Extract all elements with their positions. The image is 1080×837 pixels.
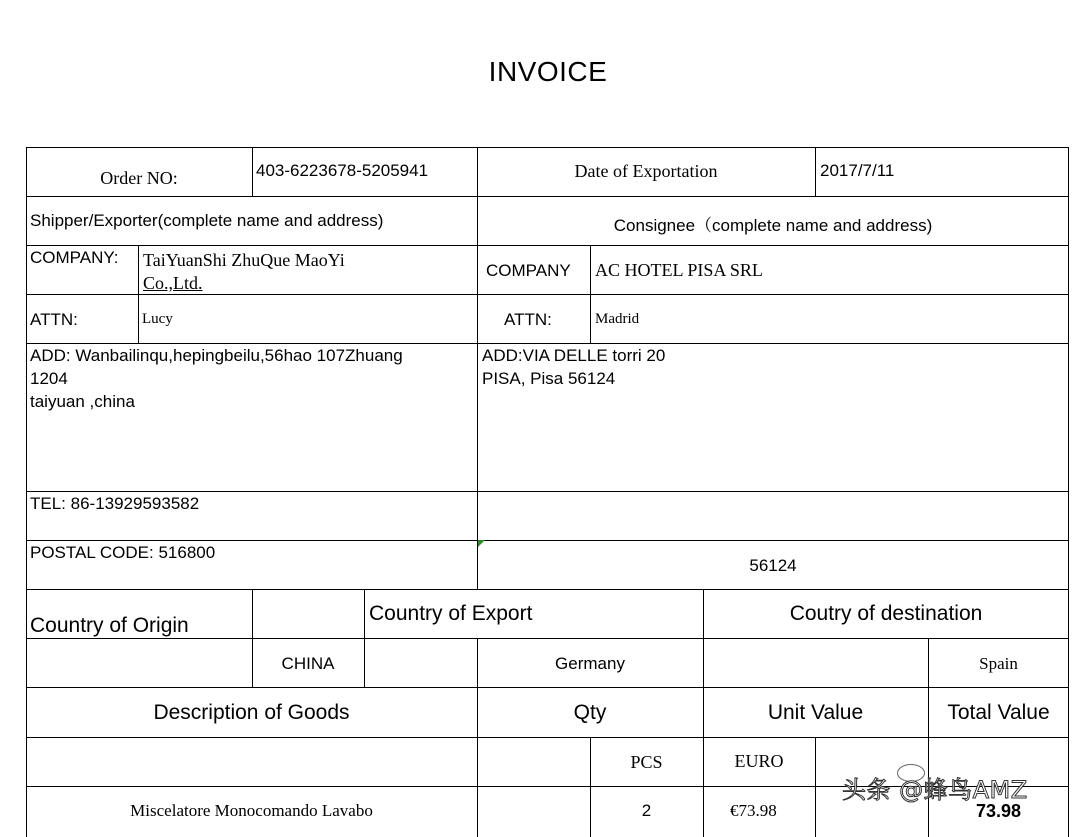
cell-comment-marker	[478, 540, 485, 547]
consignee-attn-value: Madrid	[595, 311, 640, 327]
col-line	[252, 147, 253, 196]
order-no-value: 403-6223678-5205941	[256, 161, 429, 180]
row-line	[26, 737, 1069, 738]
row-line	[26, 491, 1069, 492]
shipper-company-label: COMPANY:	[30, 248, 119, 267]
country-of-destination-value: Spain	[979, 654, 1018, 673]
consignee-company-value: AC HOTEL PISA SRL	[595, 260, 763, 280]
shipper-attn-label: ATTN:	[30, 310, 78, 329]
country-of-export-label: Country of Export	[369, 602, 533, 625]
consignee-company-label: COMPANY	[486, 261, 571, 280]
shipper-postal-code: POSTAL CODE: 516800	[30, 543, 216, 562]
shipper-company-line2: Co.,Ltd.	[143, 273, 203, 293]
invoice-title: INVOICE	[488, 56, 608, 87]
col-line	[364, 589, 365, 687]
country-of-origin-value: CHINA	[281, 654, 335, 673]
unit-value-header: Unit Value	[767, 701, 864, 724]
row-line	[26, 687, 1069, 688]
currency: EURO	[734, 751, 784, 771]
row-line	[26, 294, 1069, 295]
col-line	[815, 147, 816, 196]
qty-unit: PCS	[630, 752, 663, 772]
item-total-value: 73.98	[975, 801, 1022, 821]
consignee-attn-label: ATTN:	[504, 310, 552, 329]
order-no-label: Order NO:	[100, 168, 178, 188]
country-of-origin-label: Country of Origin	[30, 614, 189, 637]
total-value-header: Total Value	[947, 701, 1050, 724]
col-line	[815, 737, 816, 837]
shipper-attn-value: Lucy	[142, 311, 173, 327]
watermark-text: 头条 @蜂鸟AMZ	[842, 776, 1028, 804]
shipper-address-line2: 1204	[30, 369, 68, 388]
col-line	[138, 245, 139, 343]
shipper-tel: TEL: 86-13929593582	[30, 494, 200, 513]
row-line	[26, 343, 1069, 344]
consignee-address-line2: PISA, Pisa 56124	[482, 369, 616, 388]
consignee-postal-code: 56124	[749, 556, 797, 575]
row-line	[26, 540, 1069, 541]
table-border-left	[26, 147, 27, 837]
row-line	[26, 638, 1069, 639]
item-qty: 2	[641, 801, 652, 820]
col-line	[590, 245, 591, 343]
row-line	[26, 196, 1069, 197]
shipper-address-line3: taiyuan ,china	[30, 392, 135, 411]
date-of-exportation-label: Date of Exportation	[574, 161, 718, 181]
row-line	[26, 245, 1069, 246]
table-border-right	[1068, 147, 1069, 837]
consignee-header: Consignee（complete name and address)	[613, 216, 933, 235]
item-description: Miscelatore Monocomando Lavabo	[130, 801, 373, 820]
row-line	[26, 147, 1069, 148]
shipper-company-line1: TaiYuanShi ZhuQue MaoYi	[143, 250, 345, 270]
country-of-destination-label: Coutry of destination	[789, 602, 983, 625]
consignee-address-line1: ADD:VIA DELLE torri 20	[482, 346, 666, 365]
shipper-header: Shipper/Exporter(complete name and address)	[30, 211, 384, 230]
shipper-address-line1: ADD: Wanbailinqu,hepingbeilu,56hao 107Zhuang	[30, 346, 403, 365]
row-line	[26, 589, 1069, 590]
country-of-export-value: Germany	[555, 654, 625, 673]
qty-header: Qty	[573, 701, 607, 724]
item-unit-value: €73.98	[730, 801, 777, 820]
description-of-goods-header: Description of Goods	[153, 701, 350, 724]
date-of-exportation-value: 2017/7/11	[820, 161, 895, 180]
